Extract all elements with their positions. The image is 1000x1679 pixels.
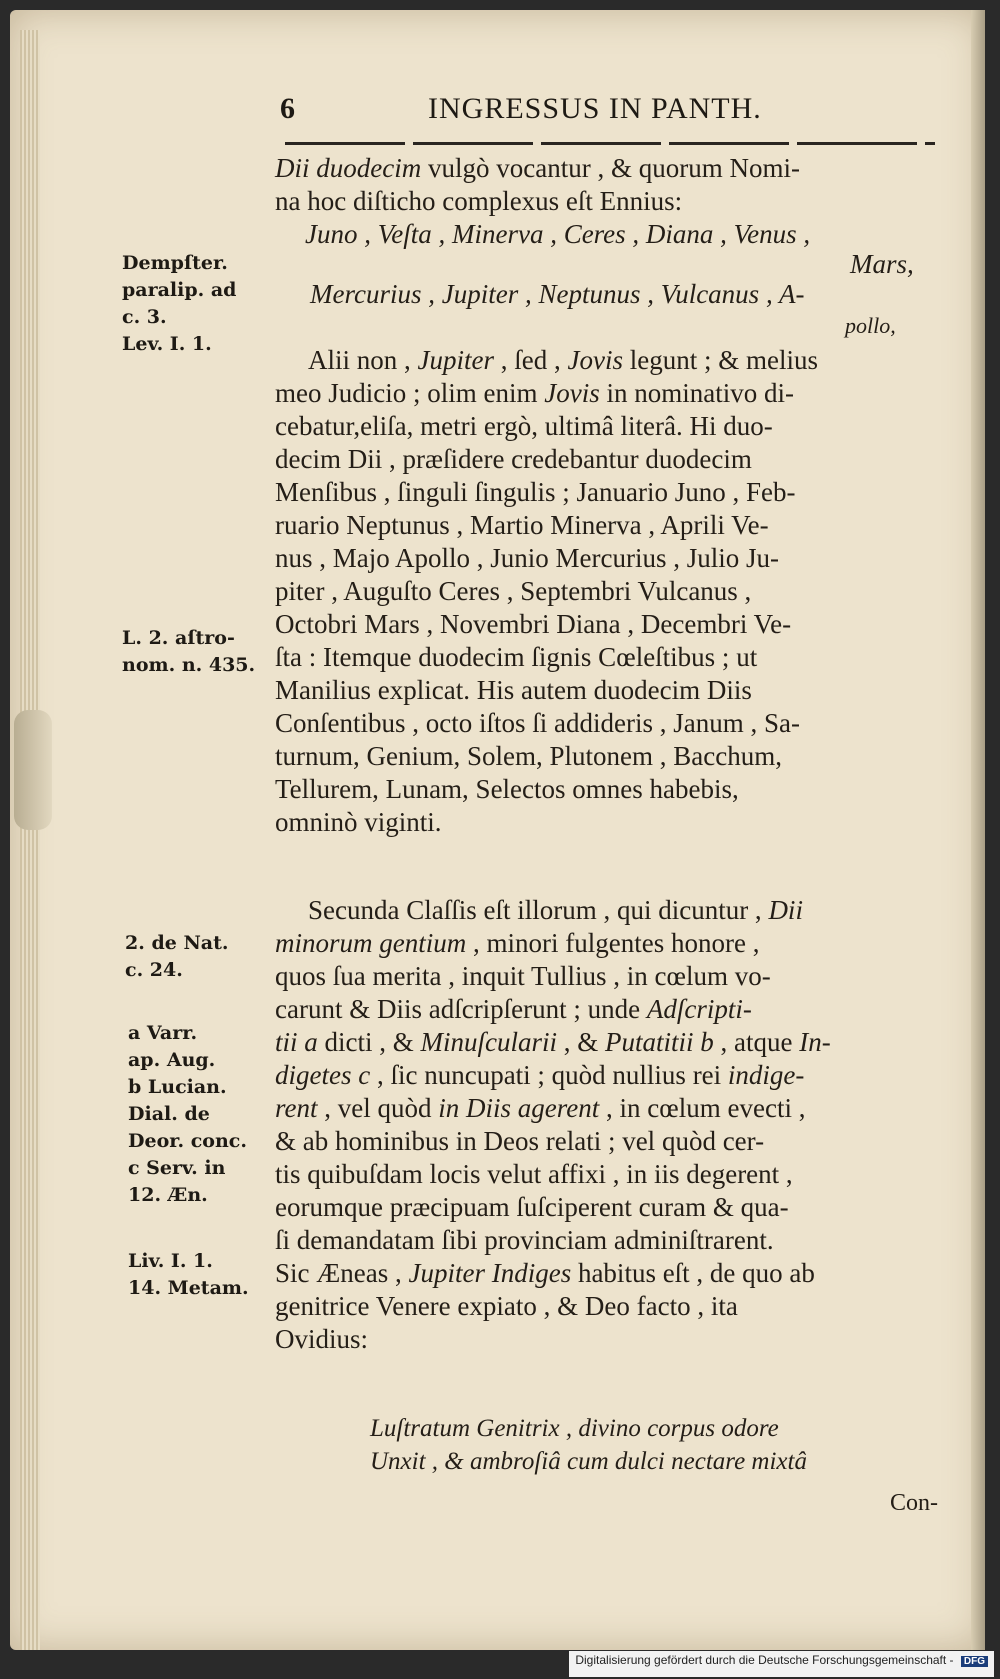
header-rule [285, 142, 935, 145]
digitization-footer [569, 1651, 994, 1677]
text-line [275, 993, 752, 1025]
text-line: na hoc diſticho complexus eſt Ennius: [275, 186, 683, 216]
italic-phrase: In- [799, 1027, 831, 1057]
page-header [280, 92, 940, 132]
margin-note-line: paralip. ad [122, 279, 237, 301]
italic-phrase: in Diis agerent [438, 1093, 600, 1123]
italic-phrase: Jupiter [417, 345, 494, 375]
verse-line: Mercurius , Jupiter , Neptunus , Vulcanus , A- [310, 279, 805, 309]
book-clasp [14, 710, 52, 830]
text-line: cebatur,eliſa, metri ergò, ultimâ literâ. Hi duo- [275, 411, 773, 441]
text-line [275, 1059, 804, 1091]
text-line: ſta : Itemque duodecim ſignis Cœleſtibus ; ut [275, 642, 758, 672]
margin-note-line: L. 2. aſtro- [122, 627, 235, 649]
text-line [275, 1092, 805, 1124]
text-line: quos ſua merita , inquit Tullius , in cœlum vo- [275, 961, 771, 991]
text-line: Ovidius: [275, 1324, 369, 1354]
margin-note-line: a Varr. [128, 1022, 198, 1044]
text-span: , vel quòd [317, 1093, 439, 1123]
text-line: eorumque præcipuam ſuſciperent curam & qua- [275, 1192, 789, 1222]
italic-phrase: Jovis [544, 378, 600, 408]
text-line [308, 894, 803, 926]
margin-note-line: 14. Metam. [128, 1277, 249, 1299]
margin-note-line: c. 24. [125, 959, 183, 981]
footer-text: Digitalisierung gefördert durch die Deutsche Forschungsgemeinschaft - [575, 1653, 954, 1667]
text-line [275, 152, 800, 184]
margin-note [122, 250, 236, 358]
verse-line: Mars, [850, 249, 914, 279]
verse-line: pollo, [845, 313, 896, 338]
margin-note [122, 625, 255, 679]
dfg-logo: DFG [961, 1656, 988, 1667]
verse-line: Juno , Veſta , Minerva , Ceres , Diana , Venus , [305, 219, 811, 249]
text-span: Sic Æneas , [275, 1258, 409, 1288]
text-line: piter , Auguſto Ceres , Septembri Vulcanus , [275, 576, 752, 606]
margin-note-line: nom. n. 435. [122, 654, 256, 676]
margin-note-line: c. 3. [122, 306, 167, 328]
text-line: ſi demandatam ſibi provinciam adminiſtrarent. [275, 1225, 774, 1255]
italic-phrase: Putatitii b [605, 1027, 714, 1057]
text-span: , minori fulgentes honore , [466, 928, 760, 958]
margin-note-line: Dial. de [128, 1103, 210, 1125]
text-line: tis quibuſdam locis velut affixi , in iis degerent , [275, 1159, 793, 1189]
text-span: , & [557, 1027, 606, 1057]
text-span: habitus eſt , de quo ab [571, 1258, 815, 1288]
italic-phrase: Jovis [567, 345, 623, 375]
italic-phrase: indige- [727, 1060, 805, 1090]
text-line: genitrice Venere expiato , & Deo facto , ita [275, 1291, 738, 1321]
text-span: , ſed , [494, 345, 568, 375]
text-line: Manilius explicat. His autem duodecim Diis [275, 675, 752, 705]
text-line: Octobri Mars , Novembri Diana , Decembri Ve- [275, 609, 792, 639]
margin-note [128, 1020, 247, 1209]
margin-note-line: Deor. conc. [128, 1130, 247, 1152]
page-number: 6 [280, 92, 295, 125]
text-line [275, 927, 759, 959]
margin-note [128, 1248, 249, 1302]
verse-line: Luſtratum Genitrix , divino corpus odore [370, 1415, 779, 1442]
text-line: & ab hominibus in Deos relati ; vel quòd cer- [275, 1126, 765, 1156]
text-line: Tellurem, Lunam, Selectos omnes habebis, [275, 774, 739, 804]
text-line [308, 344, 818, 376]
text-span: carunt & Diis adſcripſerunt ; unde [275, 994, 647, 1024]
italic-phrase: digetes c [275, 1060, 371, 1090]
italic-phrase: rent [275, 1093, 318, 1123]
italic-phrase: tii a [275, 1027, 318, 1057]
text-line [275, 377, 794, 409]
margin-note-line: c Serv. in [128, 1157, 226, 1179]
text-span: , atque [713, 1027, 800, 1057]
text-line: nus , Majo Apollo , Junio Mercurius , Julio Ju- [275, 543, 779, 573]
text-span: , ſic nuncupati ; quòd nullius rei [370, 1060, 728, 1090]
text-span: dicti , & [317, 1027, 421, 1057]
text-line: ruario Neptunus , Martio Minerva , Aprili Ve- [275, 510, 769, 540]
verse-line: Unxit , & ambroſiâ cum dulci nectare mixtâ [370, 1448, 807, 1475]
text-span: meo Judicio ; olim enim [275, 378, 545, 408]
text-line: omninò viginti. [275, 807, 442, 837]
margin-note-line: 2. de Nat. [125, 932, 229, 954]
text-line [275, 1026, 831, 1058]
text-span: Alii non , [308, 345, 418, 375]
book-page [10, 10, 985, 1650]
italic-phrase: minorum gentium [275, 928, 467, 958]
italic-phrase: Dii duodecim [275, 153, 422, 183]
italic-phrase: Minuſcularii [420, 1027, 558, 1057]
catchword: Con- [890, 1490, 938, 1516]
italic-phrase: Adſcripti- [646, 994, 752, 1024]
margin-note-line: 12. Æn. [128, 1184, 208, 1206]
margin-note-line: Lev. I. 1. [122, 333, 212, 355]
text-line: decim Dii , præſidere credebantur duodecim [275, 444, 752, 474]
margin-note-line: ap. Aug. [128, 1049, 216, 1071]
text-line [275, 1257, 815, 1289]
text-span: , in cœlum evecti , [599, 1093, 806, 1123]
text-span: legunt ; & melius [622, 345, 818, 375]
page-edges [20, 30, 40, 1650]
margin-note-line: b Lucian. [128, 1076, 227, 1098]
text-span: vulgò vocantur , & quorum Nomi- [421, 153, 800, 183]
italic-phrase: Dii [768, 895, 803, 925]
text-span: in nominativo di- [599, 378, 794, 408]
running-title: INGRESSUS IN PANTH. [428, 92, 762, 125]
text-line: turnum, Genium, Solem, Plutonem , Bacchum, [275, 741, 782, 771]
page-gutter [971, 10, 985, 1650]
margin-note-line: Liv. I. 1. [128, 1250, 213, 1272]
text-span: Secunda Claſſis eſt illorum , qui dicuntur , [308, 895, 769, 925]
italic-phrase: Jupiter Indiges [408, 1258, 572, 1288]
margin-note [125, 930, 229, 984]
text-line: Conſentibus , octo iſtos ſi addideris , Janum , Sa- [275, 708, 800, 738]
text-line: Menſibus , ſinguli ſingulis ; Januario Juno , Feb- [275, 477, 796, 507]
margin-note-line: Dempſter. [122, 252, 228, 274]
